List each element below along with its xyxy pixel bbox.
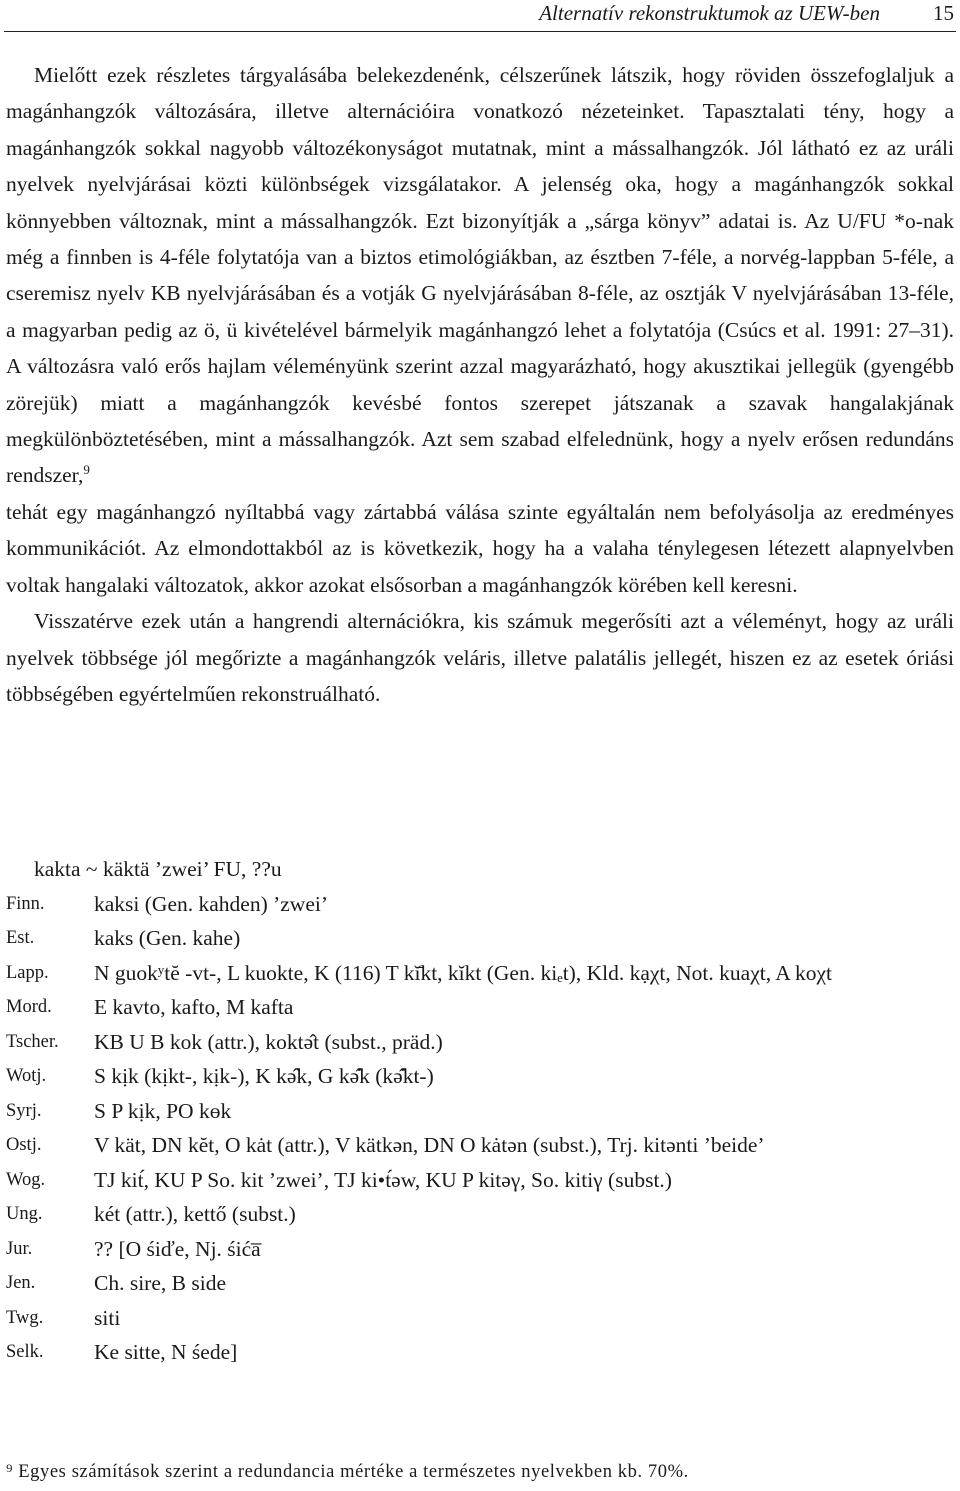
language-label: Ung. bbox=[6, 1204, 43, 1224]
language-forms: kaksi (Gen. kahden) ’zwei’ bbox=[94, 891, 329, 916]
language-forms: Ke sitte, N śede] bbox=[94, 1340, 238, 1364]
language-forms: TJ kit́, KU P So. kit ’zwei’, TJ ki•t́əw, KU P kitəγ, So. kitiγ (subst.) bbox=[94, 1167, 672, 1192]
language-label: Ostj. bbox=[6, 1135, 42, 1155]
language-label: Jen. bbox=[6, 1273, 36, 1293]
language-label: Syrj. bbox=[6, 1100, 42, 1121]
language-label: Wog. bbox=[6, 1169, 46, 1190]
page-number: 15 bbox=[933, 1, 954, 25]
language-label: Selk. bbox=[6, 1342, 44, 1362]
language-forms: S kịk (kịkt-, kịk-), K kə̂k, G kə̂̇k (kə̂̇kt-) bbox=[94, 1064, 434, 1088]
footnote: ⁹ Egyes számítások szerint a redundancia mértéke a természetes nyelvekben kb. 70%. bbox=[6, 1462, 689, 1482]
language-label: Wotj. bbox=[6, 1066, 47, 1086]
language-forms: két (attr.), kettő (subst.) bbox=[94, 1202, 296, 1226]
entry-row bbox=[6, 921, 956, 956]
language-forms: E kavto, kafto, M kafta bbox=[94, 995, 294, 1019]
language-forms: siti bbox=[94, 1305, 121, 1330]
paragraph-1-continued: tehát egy magánhangzó nyíltabbá vagy zártabbá válása szinte egyáltalán nem befolyásolja az eredményes kommunikációt. Az elmondottakból az is következik, hogy ha a valaha ténylegesen létezett alapnyelvben voltak hangalaki változatok, akkor azokat elsősorban a magánhangzók körében kell keresni. bbox=[6, 499, 954, 597]
paragraph-2: Visszatérve ezek után a hangrendi alternációkra, kis számuk megerősíti azt a véleményt, hogy az uráli nyelvek többsége jól megőrizte a magánhangzók veláris, illetve palatális jellegét, hiszen ez az esetek óriási többségében egyértelműen rekonstruálható. bbox=[6, 609, 954, 706]
language-label: Lapp. bbox=[6, 962, 49, 983]
running-title: Alternatív rekonstruktumok az UEW-ben bbox=[539, 1, 880, 25]
language-label: Tscher. bbox=[6, 1031, 59, 1052]
entry-row bbox=[6, 1025, 956, 1060]
language-forms: Ch. sire, B side bbox=[94, 1271, 226, 1295]
entry-row bbox=[6, 1335, 956, 1370]
entry-row bbox=[6, 1266, 956, 1301]
entry-row bbox=[6, 1163, 956, 1198]
language-forms: kaks (Gen. kahe) bbox=[94, 926, 241, 950]
entry-row bbox=[6, 956, 956, 991]
entry-row bbox=[6, 1301, 956, 1336]
language-forms: KB U B kok (attr.), koktə̂t (subst., präd.) bbox=[94, 1029, 443, 1054]
entry-row bbox=[6, 1232, 956, 1267]
entry-row bbox=[6, 1197, 956, 1232]
footnote-marker: 9 bbox=[83, 462, 90, 478]
paragraph-1-text: Mielőtt ezek részletes tárgyalásába belekezdenénk, célszerűnek látszik, hogy röviden összefoglaljuk a magánhangzók változására, illetve alternációira vonatkozó nézeteinket. Tapasztalati tény, hogy a magánhangzók sokkal nagyobb változékonyságot mutatnak, mint a mássalhangzók. Jól látható ez az uráli nyelvek nyelvjárásai közti különbségek vizsgálatakor. A jelenség oka, hogy a magánhangzók sokkal könnyebben változnak, mint a mássalhangzók. Ezt bizonyítják a „sárga könyv” adatai is. Az U/FU *o-nak még a finnben is 4-féle folytatója van a biztos etimológiákban, az észtben 7-féle, a norvég-lappban 5-féle, a cseremisz nyelv KB nyelvjárásában és a votják G nyelvjárásában 8-féle, az osztják V nyelvjárásában 13-féle, a magyarban pedig az ö, ü kivételével bármelyik magánhangzó lehet a folytatója (Csúcs et al. 1991: 27–31). A változásra való erős hajlam véleményünk szerint azzal magyarázható, hogy akusztikai jellegük (gyengébb zörejük) miatt a magánhangzók kevésbé fontos szerepet játszanak a szavak hangalakjának megkülönböztetésében, mint a mássalhangzók. Azt sem szabad elfelednünk, hogy a nyelv erősen redundáns rendszer, bbox=[6, 63, 954, 488]
entry-row bbox=[6, 990, 956, 1025]
entry-row bbox=[6, 1128, 956, 1163]
entry-row bbox=[6, 887, 956, 922]
entry-row bbox=[6, 1094, 956, 1129]
language-forms: ?? [O śiďe, Nj. śića̅ bbox=[94, 1236, 261, 1261]
language-label: Mord. bbox=[6, 997, 52, 1017]
page-header bbox=[0, 0, 960, 34]
entry-row bbox=[6, 1059, 956, 1094]
language-label: Twg. bbox=[6, 1307, 44, 1328]
headword: kakta ~ käktä ’zwei’ FU, ??u bbox=[34, 857, 282, 881]
language-forms: N guokʸtĕ -vt-, L kuokte, K (116) T kĭ̄kt, kĭkt (Gen. kiₑt), Kld. kạχt, Not. kuaχt, A koχt bbox=[94, 960, 833, 985]
main-text bbox=[6, 57, 954, 712]
language-forms: V kät, DN kĕt, O kȧt (attr.), V kätkən, DN O kȧtən (subst.), Trj. kitənti ’beide’ bbox=[94, 1133, 765, 1157]
language-label: Finn. bbox=[6, 893, 45, 914]
language-label: Jur. bbox=[6, 1238, 33, 1259]
language-label: Est. bbox=[6, 928, 35, 948]
language-forms: S P kịk, PO kɵk bbox=[94, 1098, 232, 1123]
header-rule bbox=[4, 31, 956, 32]
etymology-entry bbox=[6, 852, 956, 1370]
paragraph-1 bbox=[6, 57, 954, 494]
